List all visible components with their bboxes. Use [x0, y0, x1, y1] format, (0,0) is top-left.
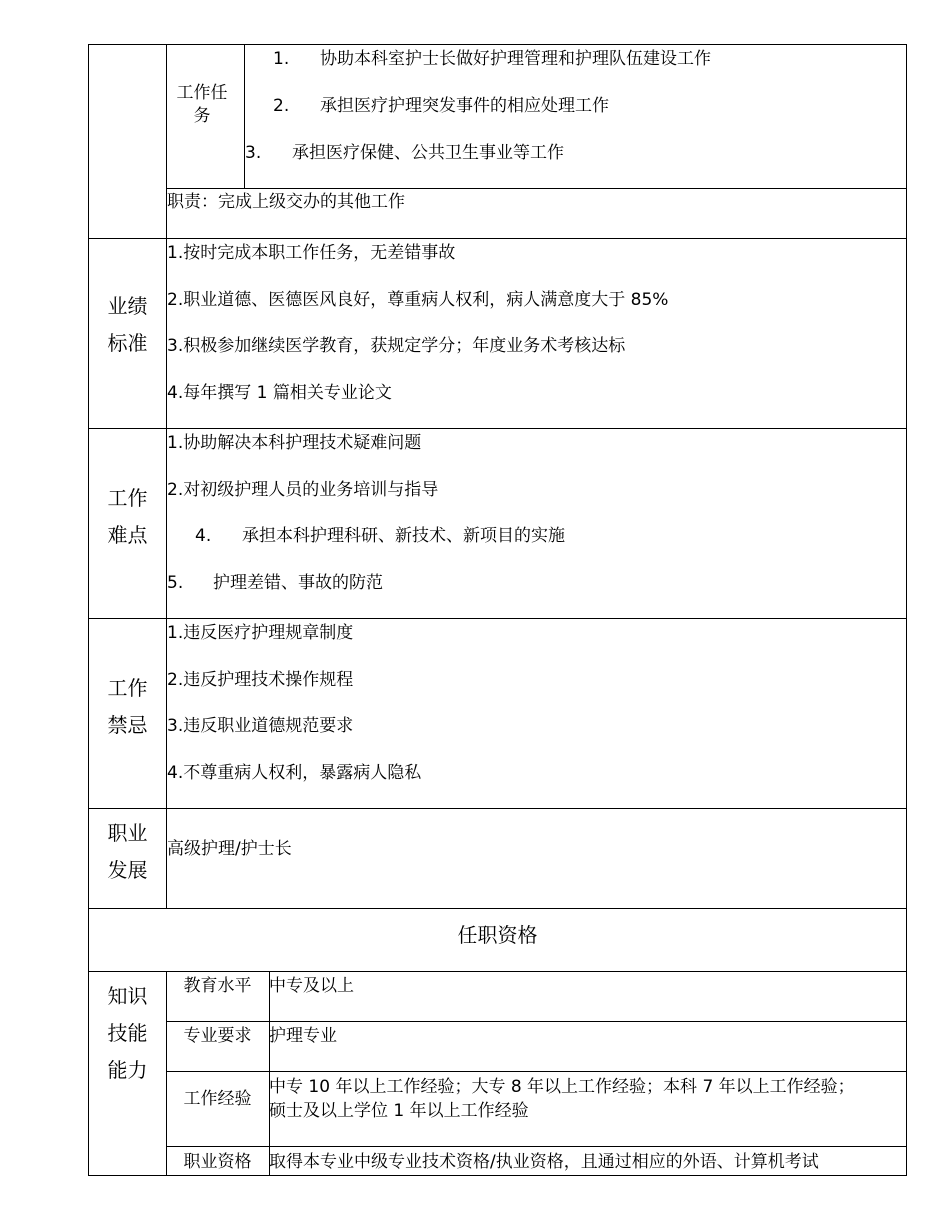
row-divider — [166, 188, 907, 189]
career-label-line1: 职业 — [107, 821, 148, 845]
row-divider — [88, 428, 907, 429]
difficulty-item-5-text: 护理差错、事故的防范 — [213, 573, 383, 593]
performance-label-line1: 业绩 — [107, 294, 148, 318]
difficulty-item-4-text: 承担本科护理科研、新技术、新项目的实施 — [242, 526, 565, 546]
qual-row-label: 职业资格 — [183, 1152, 252, 1172]
duty-text: 职责：完成上级交办的其他工作 — [167, 192, 405, 212]
qualifications-title: 任职资格 — [457, 923, 538, 947]
difficulty-item: 2.对初级护理人员的业务培训与指导 — [167, 480, 439, 500]
difficulties-label-line1: 工作 — [107, 486, 148, 510]
task-sublabel-divider — [244, 44, 245, 188]
qual-row-value: 护理专业 — [269, 1026, 337, 1046]
difficulty-item: 1.协助解决本科护理技术疑难问题 — [167, 433, 422, 453]
row-divider — [166, 1146, 907, 1147]
difficulty-item-4-num: 4. — [195, 526, 212, 546]
task-item-1-num: 1. — [273, 49, 290, 69]
performance-item: 2.职业道德、医德医风良好，尊重病人权利，病人满意度大于 85% — [167, 290, 669, 310]
taboos-label — [90, 670, 165, 744]
group-label-line3: 能力 — [107, 1058, 148, 1082]
performance-item: 4.每年撰写 1 篇相关专业论文 — [167, 383, 392, 403]
taboos-label-line1: 工作 — [107, 676, 148, 700]
row-divider — [88, 238, 907, 239]
row-divider — [166, 1071, 907, 1072]
row-divider — [88, 971, 907, 972]
taboo-item: 2.违反护理技术操作规程 — [167, 670, 354, 690]
performance-item: 3.积极参加继续医学教育，获规定学分；年度业务术考核达标 — [167, 336, 626, 356]
taboos-label-line2: 禁忌 — [107, 713, 148, 737]
table-border-left — [88, 44, 89, 1176]
taboo-item: 3.违反职业道德规范要求 — [167, 716, 354, 736]
row-divider — [88, 808, 907, 809]
row-divider — [166, 1021, 907, 1022]
group-label-line1: 知识 — [107, 984, 148, 1008]
task-item-2-text: 承担医疗护理突发事件的相应处理工作 — [320, 96, 609, 116]
qual-row-label: 工作经验 — [183, 1089, 252, 1109]
career-value: 高级护理/护士长 — [167, 839, 292, 859]
table-border-top — [88, 44, 907, 45]
qual-row-value: 取得本专业中级专业技术资格/执业资格，且通过相应的外语、计算机考试 — [269, 1152, 819, 1172]
table-border-right — [906, 44, 907, 1176]
qual-row-value: 中专及以上 — [269, 976, 354, 996]
qual-row-value: 中专 10 年以上工作经验；大专 8 年以上工作经验；本科 7 年以上工作经验；硕士及以上学位 1 年以上工作经验 — [269, 1077, 855, 1121]
task-item-1-text: 协助本科室护士长做好护理管理和护理队伍建设工作 — [320, 49, 711, 69]
difficulty-item-5-num: 5. — [167, 573, 184, 593]
performance-item: 1.按时完成本职工作任务，无差错事故 — [167, 243, 456, 263]
task-item-3-text: 承担医疗保健、公共卫生事业等工作 — [292, 143, 564, 163]
qual-row-label: 教育水平 — [183, 976, 252, 996]
career-label-line2: 发展 — [107, 858, 148, 882]
row-divider — [88, 618, 907, 619]
task-label: 工作任务 — [176, 83, 228, 126]
task-item-2-num: 2. — [273, 96, 290, 116]
qualifications-group-label — [90, 978, 165, 1089]
row-divider — [88, 908, 907, 909]
table-border-bottom — [88, 1175, 907, 1176]
difficulties-label — [90, 480, 165, 554]
taboo-item: 1.违反医疗护理规章制度 — [167, 623, 354, 643]
difficulties-label-line2: 难点 — [107, 523, 148, 547]
task-item-3-num: 3. — [245, 143, 262, 163]
taboo-item: 4.不尊重病人权利，暴露病人隐私 — [167, 763, 422, 783]
performance-label — [90, 288, 165, 362]
performance-label-line2: 标准 — [107, 331, 148, 355]
group-label-line2: 技能 — [107, 1021, 148, 1045]
qual-row-label: 专业要求 — [183, 1026, 252, 1046]
career-label — [90, 815, 165, 889]
